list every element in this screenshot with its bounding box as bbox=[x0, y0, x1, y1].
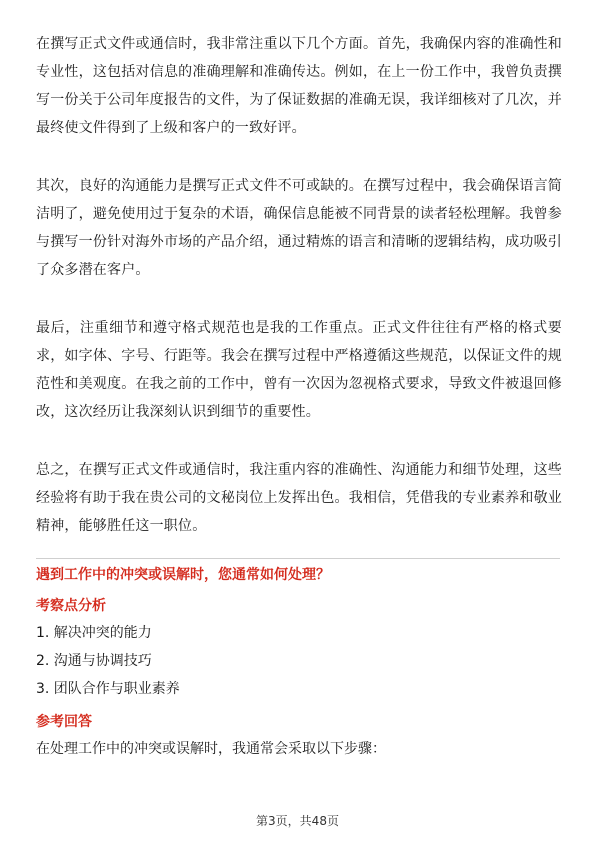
body-paragraph-1: 在撰写正式文件或通信时，我非常注重以下几个方面。首先，我确保内容的准确性和专业性，这包括对信息的准确理解和准确传达。例如，在上一份工作中，我曾负责撰写一份关于公司年度报告的文件，为了保证数据的准确无误，我详细核对了几次，并最终使文件得到了上级和客户的一致好评。 bbox=[36, 36, 562, 136]
analysis-point-2: 2. 沟通与协调技巧 bbox=[36, 653, 152, 669]
analysis-heading: 考察点分析 bbox=[36, 598, 106, 614]
body-paragraph-3: 最后，注重细节和遵守格式规范也是我的工作重点。正式文件往往有严格的格式要求，如字体、字号、行距等。我会在撰写过程中严格遵循这些规范，以保证文件的规范性和美观度。在我之前的工作中，曾有一次因为忽视格式要求，导致文件被退回修改，这次经历让我深刻认识到细节的重要性。 bbox=[36, 320, 562, 420]
page-number-footer: 第3页，共48页 bbox=[256, 814, 339, 828]
answer-heading: 参考回答 bbox=[36, 714, 92, 730]
analysis-point-1: 1. 解决冲突的能力 bbox=[36, 625, 152, 641]
question-title: 遇到工作中的冲突或误解时，您通常如何处理？ bbox=[36, 567, 330, 583]
section-divider bbox=[36, 558, 560, 559]
analysis-point-3: 3. 团队合作与职业素养 bbox=[36, 681, 180, 697]
body-paragraph-4: 总之，在撰写正式文件或通信时，我注重内容的准确性、沟通能力和细节处理，这些经验将有助于我在贵公司的文秘岗位上发挥出色。我相信，凭借我的专业素养和敬业精神，能够胜任这一职位。 bbox=[36, 462, 562, 534]
answer-intro: 在处理工作中的冲突或误解时，我通常会采取以下步骤： bbox=[36, 741, 386, 757]
body-paragraph-2: 其次，良好的沟通能力是撰写正式文件不可或缺的。在撰写过程中，我会确保语言简洁明了，避免使用过于复杂的术语，确保信息能被不同背景的读者轻松理解。我曾参与撰写一份针对海外市场的产品介绍，通过精炼的语言和清晰的逻辑结构，成功吸引了众多潜在客户。 bbox=[36, 178, 562, 278]
